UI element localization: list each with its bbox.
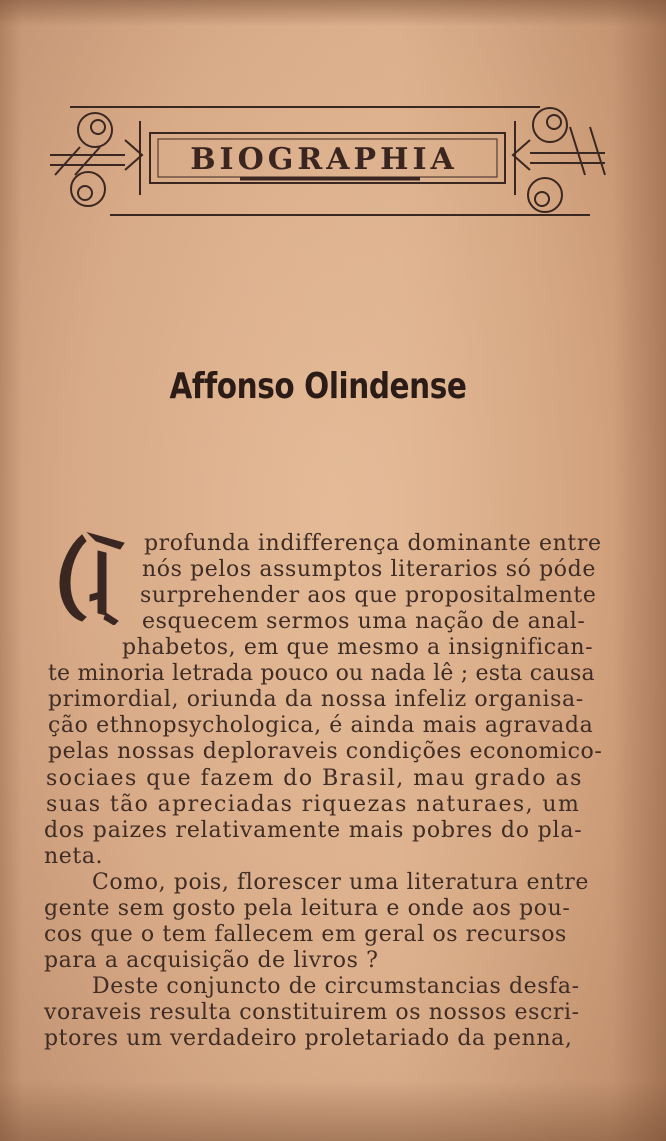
text-line: nós pelos assumptos literarios só póde — [142, 557, 596, 582]
text-line: surprehender aos que propositalmente — [140, 583, 597, 608]
section-title: BIOGRAPHIA — [190, 142, 458, 177]
text-line: te minoria letrada pouco ou nada lê ; esta causa — [48, 661, 595, 686]
text-line: sociaes que fazem do Brasil, mau grado as — [46, 766, 583, 791]
text-line: Deste conjuncto de circumstancias desfa- — [92, 974, 580, 999]
text-line: primordial, oriunda da nossa infeliz organisa- — [48, 687, 584, 712]
text-line: phabetos, em que mesmo a insignifican- — [122, 635, 594, 660]
text-line: pelas nossas deploraveis condições economico- — [48, 739, 603, 764]
text-line: ção ethnopsychologica, é ainda mais agravada — [48, 713, 594, 738]
text-line: profunda indifferença dominante entre — [144, 531, 602, 556]
text-line: voraveis resulta constituirem os nossos escri- — [44, 1000, 580, 1025]
text-line: Como, pois, florescer uma literatura entre — [92, 870, 590, 895]
text-line: gente sem gosto pela leitura e onde aos pou- — [44, 896, 571, 921]
author-name: Affonso Olindense — [169, 366, 467, 407]
text-line: suas tão apreciadas riquezas naturaes, um — [46, 792, 581, 817]
text-line: neta. — [44, 844, 104, 869]
text-line: cos que o tem fallecem em geral os recursos — [44, 922, 567, 947]
text-line: ptores um verdadeiro proletariado da penna, — [44, 1026, 573, 1051]
text-line: dos paizes relativamente mais pobres do pla- — [44, 818, 583, 843]
text-line: para a acquisição de livros ? — [44, 948, 379, 973]
text-line: esquecem sermos uma nação de anal- — [142, 609, 586, 634]
